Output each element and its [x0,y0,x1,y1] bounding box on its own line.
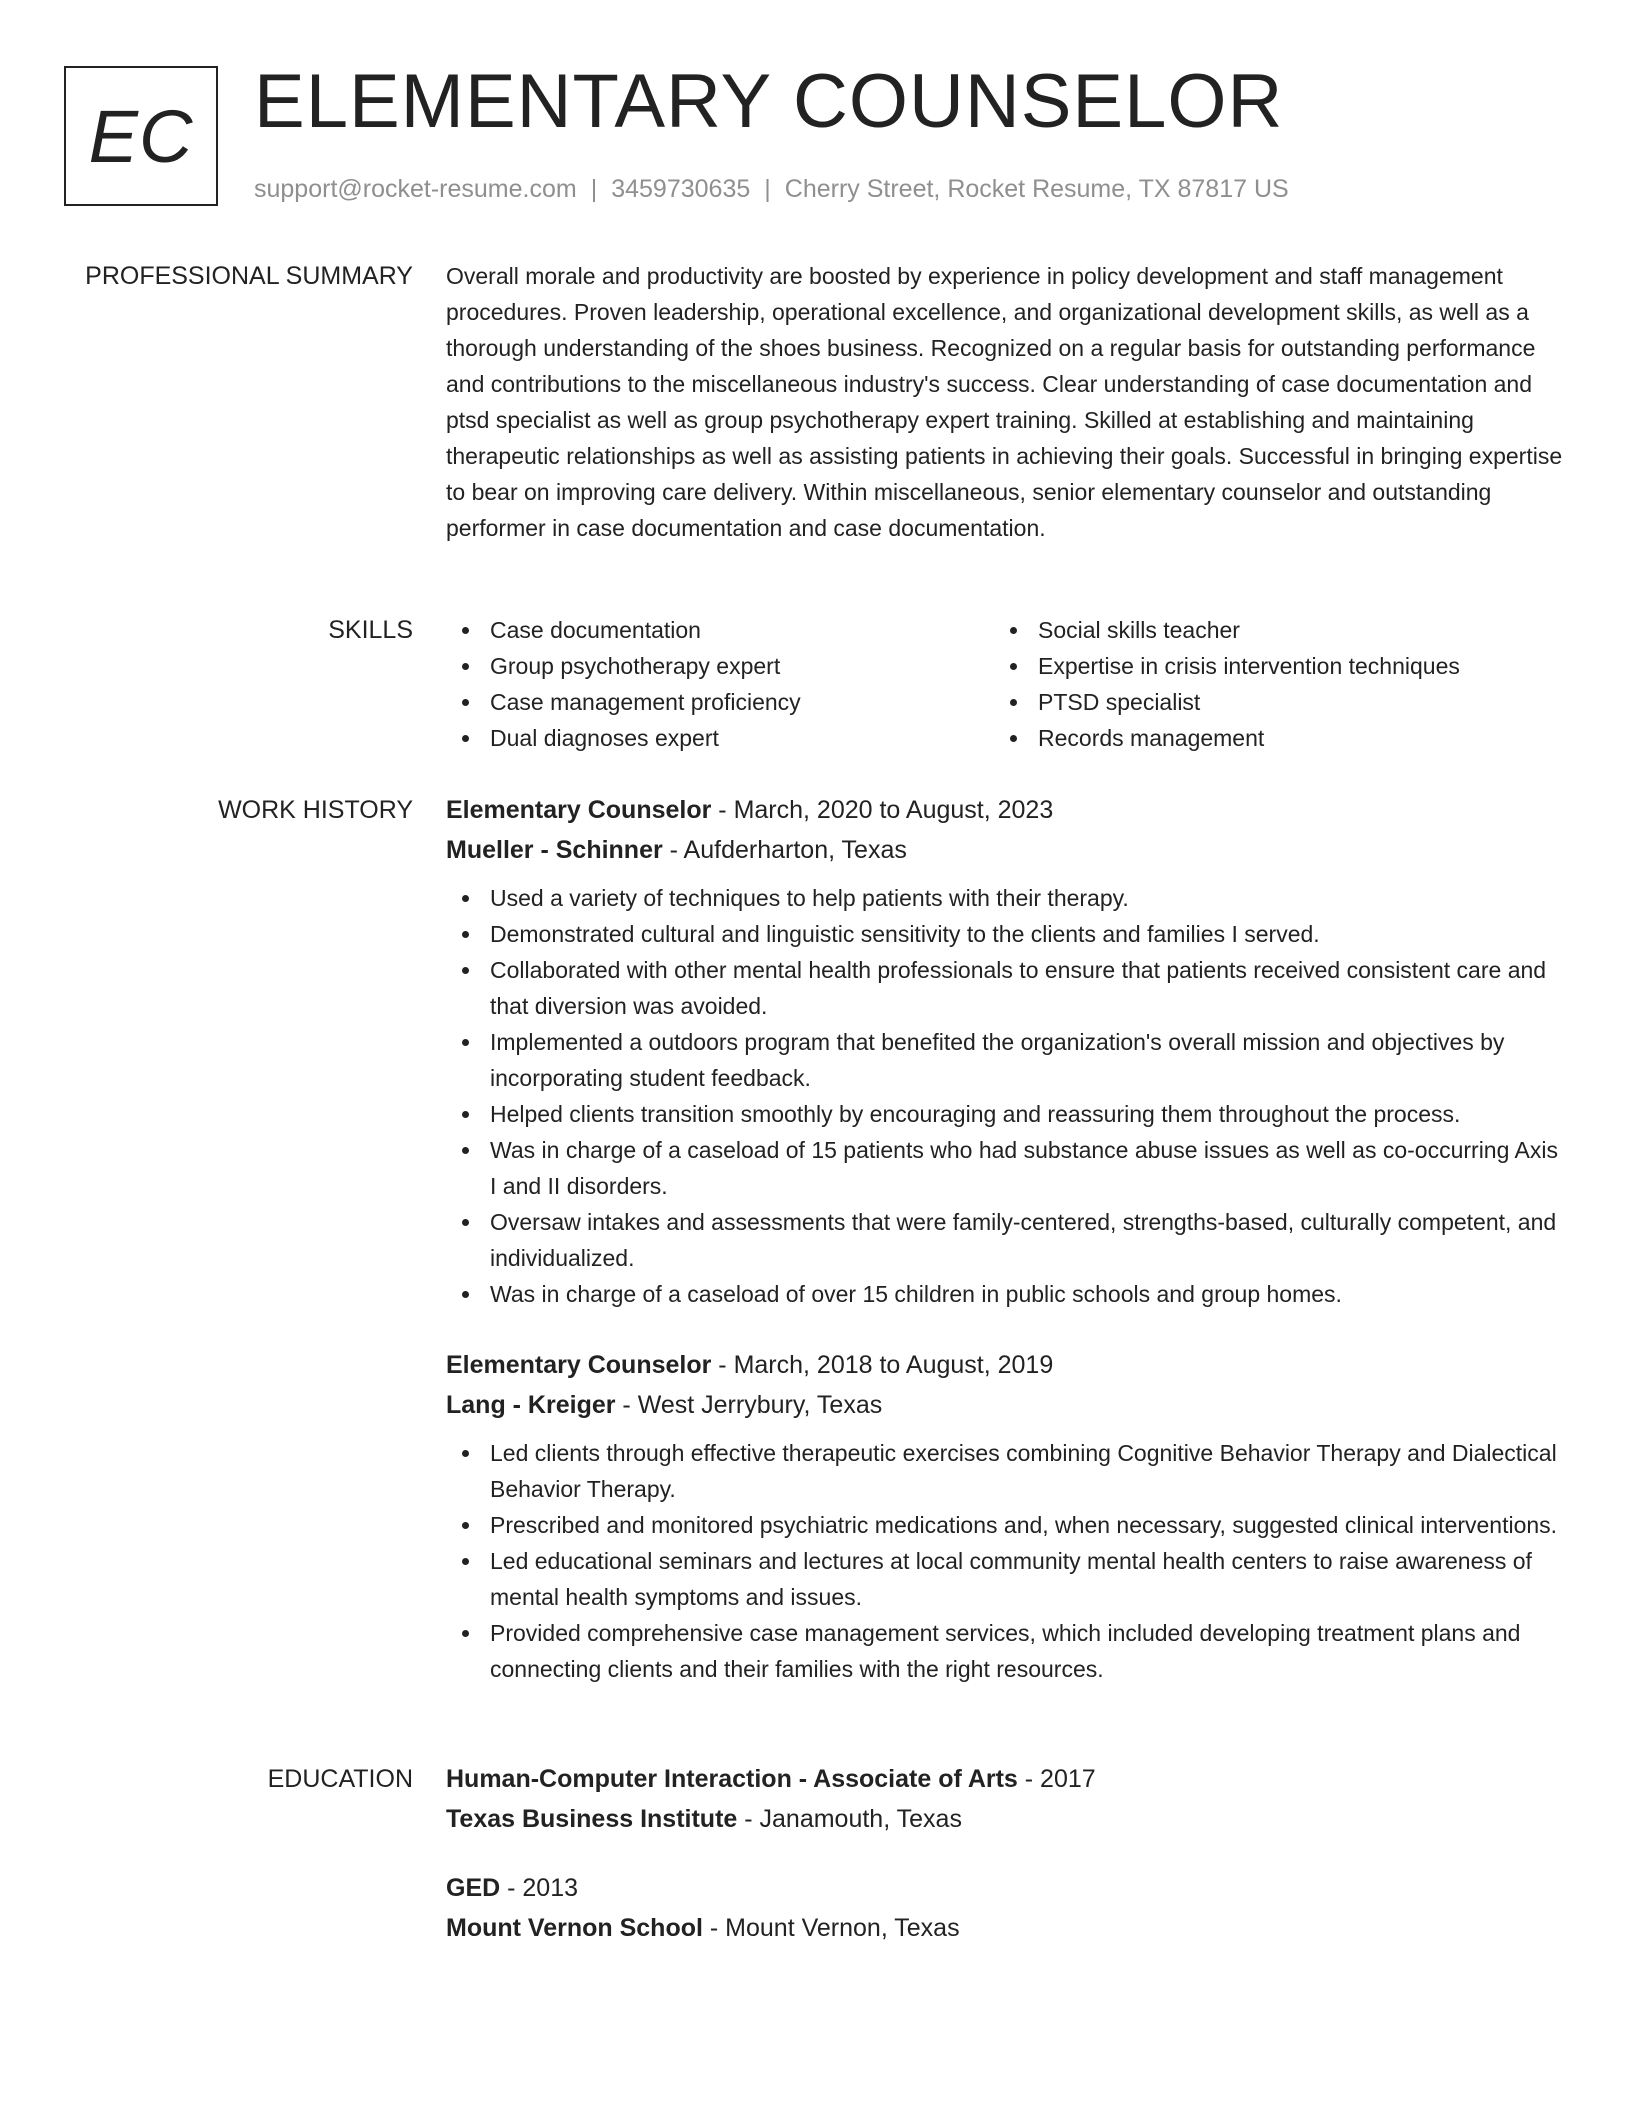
job-bullet: Helped clients transition smoothly by encouraging and reassuring them throughout the process. [446,1096,1566,1132]
job-bullet: Was in charge of a caseload of 15 patients who had substance abuse issues as well as co-occurring Axis I and II disorders. [446,1132,1566,1204]
education-degree: Human-Computer Interaction - Associate of Arts [446,1765,1018,1793]
job-entry [446,1345,1566,1687]
skills-column-right [994,612,1542,756]
job-bullet: Oversaw intakes and assessments that were family-centered, strengths-based, culturally competent, and individualized. [446,1204,1566,1276]
job-location: - West Jerrybury, Texas [615,1391,883,1419]
contact-email: support@rocket-resume.com [254,175,577,203]
education-entry [446,1759,1566,1839]
education-school-line [446,1908,1566,1948]
summary-text: Overall morale and productivity are boosted by experience in policy development and staff management procedures. Proven leadership, operational excellence, and organizational development skills, as well as a thorough understanding of the shoes business. Recognized on a regular basis for outstanding performance and contributions to the miscellaneous industry's success. Clear understanding of case documentation and ptsd specialist as well as group psychotherapy expert training. Skilled at establishing and maintaining therapeutic relationships as well as assisting patients in achieving their goals. Successful in bringing expertise to bear on improving care delivery. Within miscellaneous, senior elementary counselor and outstanding performer in case documentation and case documentation. [446,263,1563,541]
job-company: Lang - Kreiger [446,1391,616,1419]
job-bullet: Led educational seminars and lectures at local community mental health centers to raise awareness of mental health symptoms and issues. [446,1543,1566,1615]
job-entry [446,790,1566,1312]
job-bullet: Provided comprehensive case management services, which included developing treatment plans and connecting clients and their families with the right resources. [446,1615,1566,1687]
education-degree-line [446,1868,1566,1908]
education-degree-line [446,1759,1566,1799]
contact-separator: | [590,175,598,203]
education-school: Mount Vernon School [446,1914,703,1942]
education-heading: EDUCATION [267,1765,413,1793]
summary-heading: PROFESSIONAL SUMMARY [85,262,413,290]
job-title-line [446,790,1566,830]
job-dates: - March, 2018 to August, 2019 [711,1351,1054,1379]
contact-line [254,172,1289,206]
job-bullets [446,880,1566,1312]
contact-separator: | [764,175,771,203]
job-company: Mueller - Schinner [446,836,663,864]
education-year: - 2017 [1017,1765,1096,1793]
job-bullet: Used a variety of techniques to help patients with their therapy. [446,880,1566,916]
skills-heading: SKILLS [328,616,413,644]
skill-item: Case management proficiency [446,684,994,720]
job-role: Elementary Counselor [446,796,712,824]
job-dates: - March, 2020 to August, 2023 [711,796,1054,824]
monogram-initials: EC [88,94,194,178]
job-bullet: Led clients through effective therapeutic exercises combining Cognitive Behavior Therapy and Dialectical Behavior Therapy. [446,1435,1566,1507]
job-bullet: Collaborated with other mental health professionals to ensure that patients received consistent care and that diversion was avoided. [446,952,1566,1024]
job-title-line [446,1345,1566,1385]
job-bullet: Demonstrated cultural and linguistic sensitivity to the clients and families I served. [446,916,1566,952]
job-bullet: Was in charge of a caseload of over 15 children in public schools and group homes. [446,1276,1566,1312]
education-year: - 2013 [500,1874,579,1902]
job-bullets [446,1435,1566,1687]
skill-item: PTSD specialist [994,684,1542,720]
education-location: - Mount Vernon, Texas [702,1914,960,1942]
education-entry [446,1868,1566,1948]
skill-item: Records management [994,720,1542,756]
summary-body [446,258,1566,546]
job-bullet: Implemented a outdoors program that benefited the organization's overall mission and objectives by incorporating student feedback. [446,1024,1566,1096]
skill-item: Case documentation [446,612,994,648]
education-school-line [446,1799,1566,1839]
job-company-line [446,1385,1566,1425]
skill-item: Expertise in crisis intervention techniques [994,648,1542,684]
education-school: Texas Business Institute [446,1805,738,1833]
job-location: - Aufderharton, Texas [662,836,907,864]
skills-grid [446,612,1566,756]
job-company-line [446,830,1566,870]
skill-item: Social skills teacher [994,612,1542,648]
job-role: Elementary Counselor [446,1351,712,1379]
job-bullet: Prescribed and monitored psychiatric medications and, when necessary, suggested clinical interventions. [446,1507,1566,1543]
candidate-name: ELEMENTARY COUNSELOR [254,59,1284,144]
skill-item: Group psychotherapy expert [446,648,994,684]
education-degree: GED [446,1874,501,1902]
skills-column-left [446,612,994,756]
education-location: - Janamouth, Texas [737,1805,962,1833]
skill-item: Dual diagnoses expert [446,720,994,756]
monogram-box [64,66,218,206]
work-history-heading: WORK HISTORY [218,796,413,824]
contact-phone: 3459730635 [611,175,751,203]
contact-address: Cherry Street, Rocket Resume, TX 87817 US [784,175,1289,203]
